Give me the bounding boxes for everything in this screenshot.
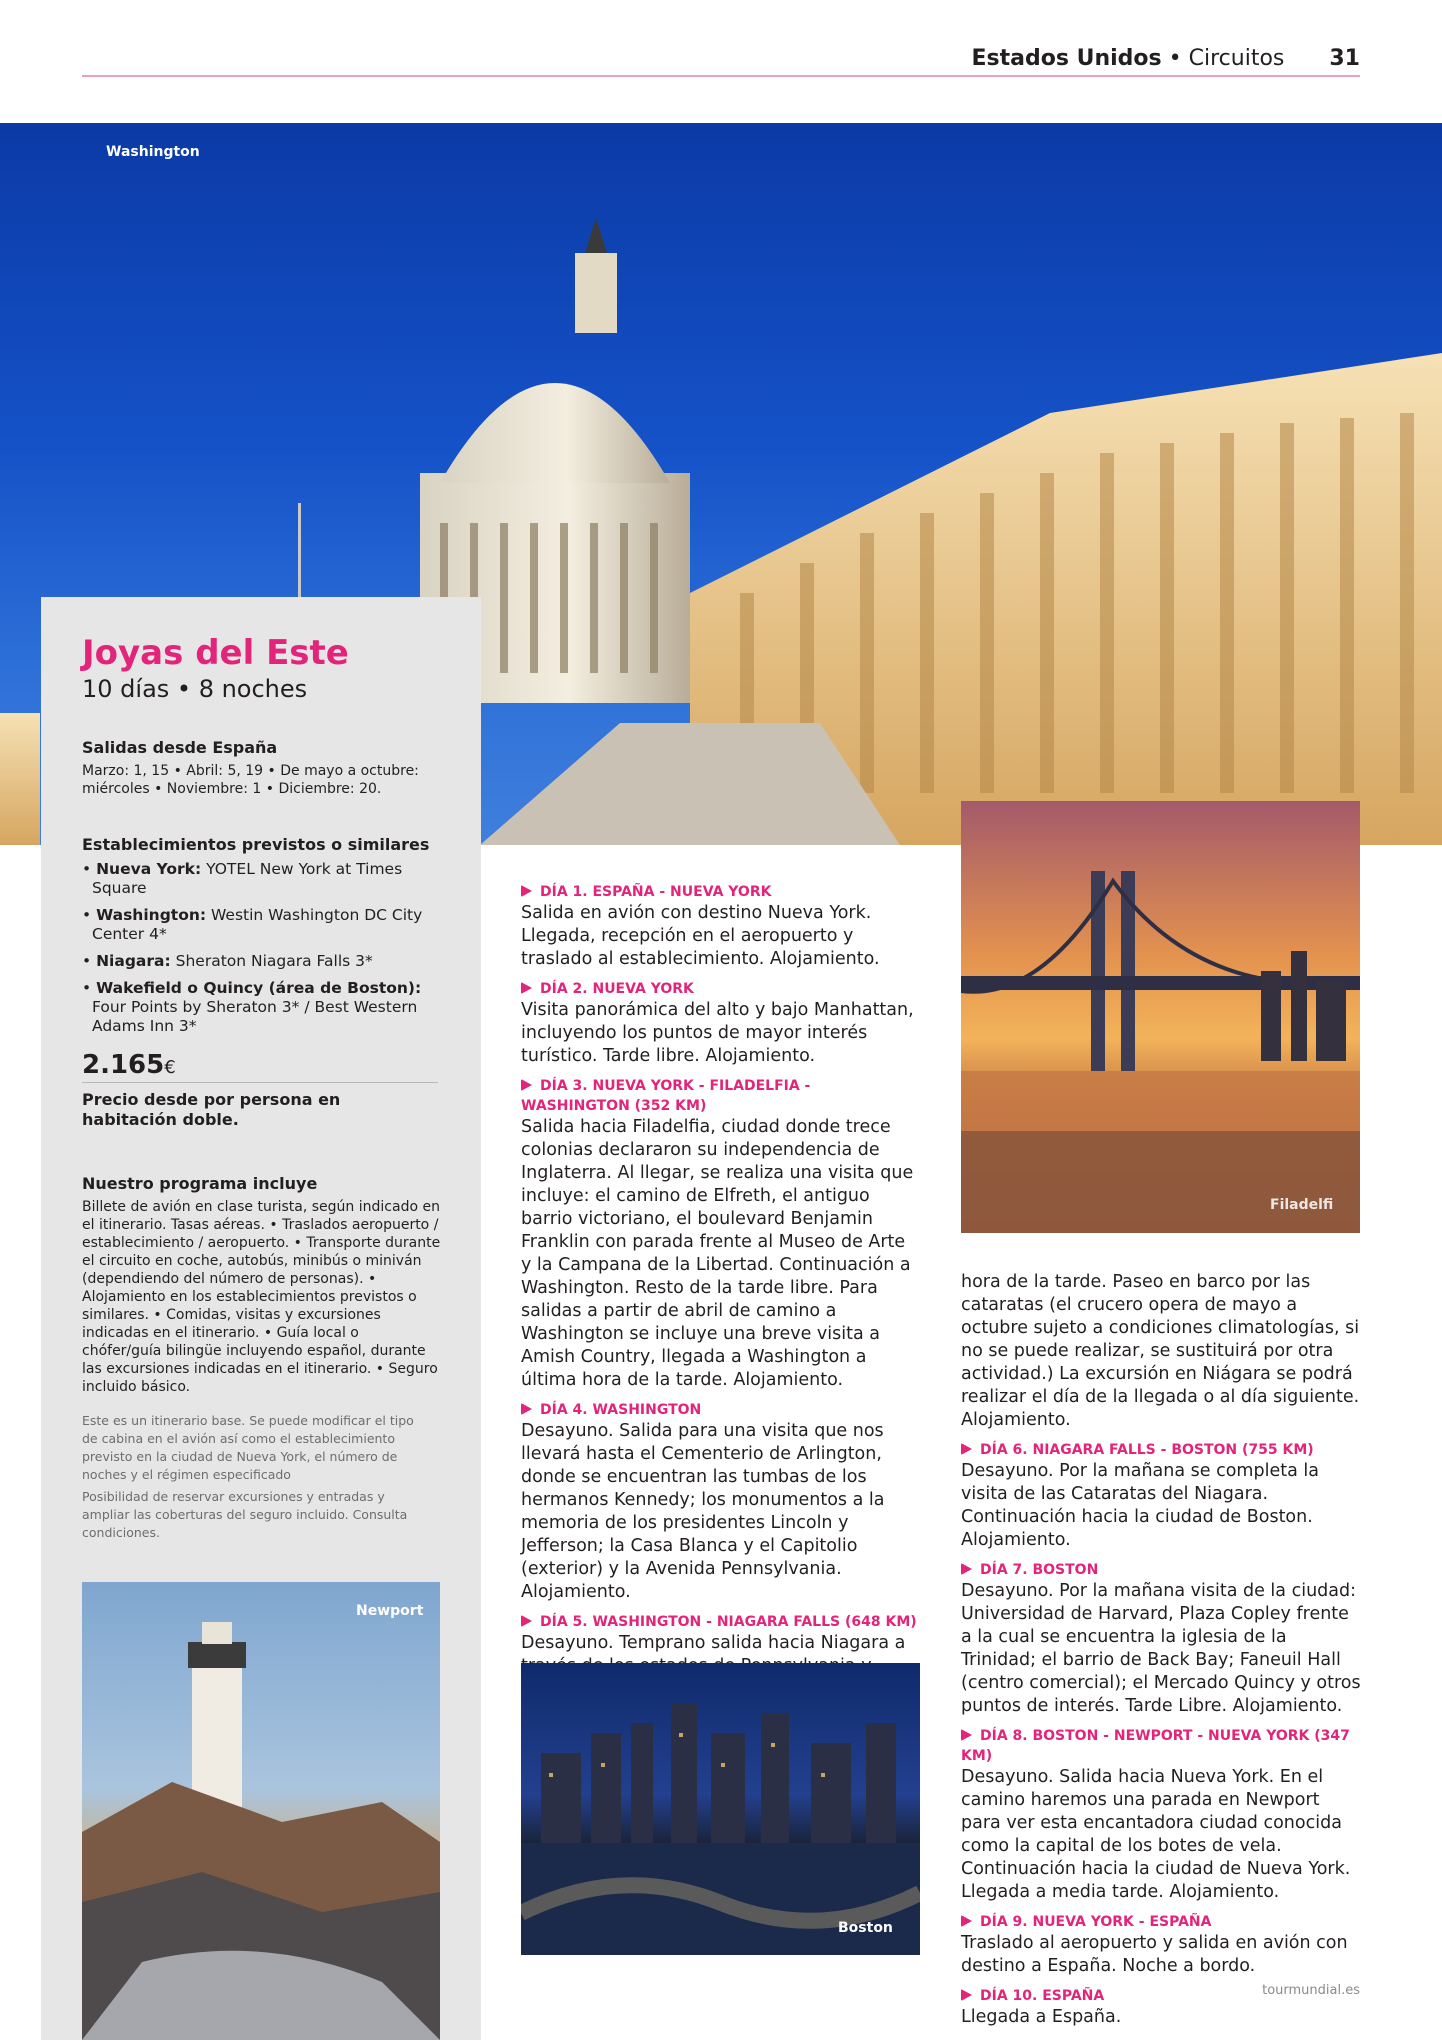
photo-filadelfia	[961, 801, 1360, 1233]
day-heading	[521, 1612, 921, 1632]
trip-title: Joyas del Este	[82, 633, 349, 673]
header-country: Estados Unidos	[971, 46, 1162, 71]
footer-website[interactable]: tourmundial.es	[1262, 1983, 1360, 1998]
day-title: DÍA 9. NUEVA YORK - ESPAÑA	[980, 1914, 1212, 1930]
hotel-item: • Niagara: Sheraton Niagara Falls 3*	[82, 952, 373, 970]
hotel-city: Wakefield o Quincy (área de Boston):	[96, 979, 422, 997]
hotel-item: • Nueva York: YOTEL New York at Times Square	[82, 860, 403, 897]
day-title: DÍA 3. NUEVA YORK - FILADELFIA - WASHINGTON (352 KM)	[521, 1078, 811, 1114]
includes-note-itinerary: Este es un itinerario base. Se puede modificar el tipo de cabina en el avión así como el establecimiento previsto en la ciudad de Nueva York, el número de noches y el régimen especificado	[82, 1413, 414, 1482]
day-text: Visita panorámica del alto y bajo Manhattan, incluyendo los puntos de mayor interés turístico. Tarde libre. Alojamiento.	[521, 1000, 914, 1066]
triangle-icon	[961, 1563, 972, 1575]
day-text: Desayuno. Temprano salida hacia Niagara a	[521, 1633, 906, 1653]
price-currency: €	[164, 1057, 176, 1078]
departures-heading: Salidas desde España	[82, 738, 278, 757]
hotel-name: Westin Washington DC City Center 4*	[92, 906, 423, 943]
price-note: Precio desde por persona en habitación doble.	[82, 1090, 341, 1129]
day-text: Desayuno. Por la mañana visita de la ciudad: Universidad de Harvard, Plaza Copley frente a la cual se encuentra la iglesia de la Trinidad; el barrio de Back Bay; Faneuil Hall (centro comercial); el Mercado Quincy y otros puntos de interés. Tarde Libre. Alojamiento.	[961, 1581, 1361, 1716]
price-value: 2.165	[82, 1050, 165, 1080]
day-title: DÍA 1. ESPAÑA - NUEVA YORK	[540, 884, 772, 900]
hotel-city: Niagara:	[96, 952, 171, 970]
triangle-icon	[521, 885, 532, 897]
price-divider	[82, 1082, 438, 1083]
trip-duration: 10 días • 8 noches	[82, 675, 308, 703]
photo-newport	[82, 1582, 440, 2040]
day-heading	[521, 979, 921, 999]
header-category: • Circuitos	[1168, 46, 1285, 71]
header-divider	[82, 75, 1360, 77]
hotel-name: Four Points by Sheraton 3* / Best Western Adams Inn 3*	[92, 998, 418, 1035]
boston-skyline-illustration	[521, 1663, 920, 1955]
triangle-icon	[521, 1403, 532, 1415]
itinerary-column-1	[521, 874, 921, 1724]
day-text: Traslado al aeropuerto y salida en avión con destino a España. Noche a bordo.	[961, 1933, 1348, 1976]
triangle-icon	[961, 1729, 972, 1741]
day-heading	[521, 882, 921, 902]
day-title: DÍA 6. NIAGARA FALLS - BOSTON (755 KM)	[980, 1442, 1314, 1458]
caption-newport: Newport	[356, 1603, 424, 1619]
hotels-list	[82, 860, 442, 1044]
hotel-city: Nueva York:	[96, 860, 202, 878]
page-header	[82, 46, 1360, 76]
triangle-icon	[521, 1079, 532, 1091]
triangle-icon	[961, 1915, 972, 1927]
triangle-icon	[961, 1443, 972, 1455]
day-title: DÍA 4. WASHINGTON	[540, 1402, 702, 1418]
includes-heading: Nuestro programa incluye	[82, 1174, 318, 1193]
triangle-icon	[961, 1989, 972, 2001]
lighthouse-illustration	[82, 1582, 440, 2040]
day-heading	[961, 1440, 1361, 1460]
day-text: Llegada a España.	[961, 2007, 1122, 2027]
day-title: DÍA 10. ESPAÑA	[980, 1988, 1105, 2004]
day-text: Desayuno. Salida para una visita que nos llevará hasta el Cementerio de Arlington, donde se encuentran las tumbas de los hermanos Kennedy; los monumentos a la memoria de los presidentes Lincoln y Jefferson; la Casa Blanca y el Capitolio (exterior) y la Avenida Pennsylvania. Alojamiento.	[521, 1421, 885, 1602]
photo-boston	[521, 1663, 920, 1955]
hotel-name: Sheraton Niagara Falls 3*	[175, 952, 373, 970]
day-title: DÍA 8. BOSTON - NEWPORT - NUEVA YORK (347 KM)	[961, 1728, 1350, 1764]
hotel-item: • Wakefield o Quincy (área de Boston): Four Points by Sheraton 3* / Best Western Adams Inn 3*	[82, 979, 422, 1035]
triangle-icon	[521, 982, 532, 994]
day-text: Salida en avión con destino Nueva York. Llegada, recepción en el aeropuerto y traslado al establecimiento. Alojamiento.	[521, 903, 880, 969]
day-text-continued: hora de la tarde. Paseo en barco por las cataratas (el crucero opera de mayo a octubre sujeto a condiciones climatologías, si no se puede realizar, se sustituirá por otra actividad.) La excursión en Niágara se podrá realizar el día de la llegada o al día siguiente. Alojamiento.	[961, 1272, 1360, 1430]
day-heading	[961, 1726, 1361, 1766]
day-heading	[521, 1076, 921, 1116]
day-title: DÍA 2. NUEVA YORK	[540, 981, 694, 997]
hotel-name: YOTEL New York at Times Square	[92, 860, 403, 897]
day-text: Salida hacia Filadelfia, ciudad donde trece colonias declararon su independencia de Inglaterra. Al llegar, se realiza una visita que incluye: el camino de Elfreth, el antiguo barrio victoriano, el boulevard Benjamin Franklin con parada frente al Museo de Arte y la Campana de la Libertad. Continuación a Washington. Resto de la tarde libre. Para salidas a partir de abril de camino a Washington se incluye una breve visita a Amish Country, llegada a Washington a última hora de la tarde. Alojamiento.	[521, 1117, 914, 1390]
day-title: DÍA 7. BOSTON	[980, 1562, 1099, 1578]
price-amount	[82, 1050, 176, 1080]
day-title: DÍA 5. WASHINGTON - NIAGARA FALLS (648 KM)	[540, 1614, 917, 1630]
caption-filadelfia: Filadelfi	[1270, 1197, 1334, 1213]
hotel-item: • Washington: Westin Washington DC City Center 4*	[82, 906, 423, 943]
day-heading	[961, 1912, 1361, 1932]
page-number: 31	[1329, 46, 1360, 71]
hotel-city: Washington:	[96, 906, 207, 924]
day-heading	[521, 1400, 921, 1420]
hero-caption: Washington	[106, 144, 200, 160]
bridge-illustration	[961, 801, 1360, 1233]
day-heading	[961, 1560, 1361, 1580]
includes-text: Billete de avión en clase turista, según indicado en el itinerario. Tasas aéreas. • Traslados aeropuerto / establecimiento / aeropuerto. • Transporte durante el circuito en coche, autobús, minibús o miniván (dependiendo del número de personas). • Alojamiento en los establecimientos previstos o similares. • Comidas, visitas y excursiones indicadas en el itinerario. • Guía local o chófer/guía bilingüe incluyendo español, durante las excursiones indicadas en el itinerario. • Seguro incluido básico.	[82, 1199, 441, 1395]
includes-note-extras: Posibilidad de reservar excursiones y entradas y ampliar las coberturas del seguro incluido. Consulta condiciones.	[82, 1489, 408, 1540]
triangle-icon	[521, 1615, 532, 1627]
departures-text: Marzo: 1, 15 • Abril: 5, 19 • De mayo a octubre: miércoles • Noviembre: 1 • Diciembre: 20.	[82, 763, 419, 797]
day-text: Desayuno. Por la mañana se completa la visita de las Cataratas del Niagara. Continuación hacia la ciudad de Boston. Alojamiento.	[961, 1461, 1319, 1550]
header-section	[972, 46, 1360, 71]
itinerary-column-2	[961, 1271, 1361, 2029]
day-text: Desayuno. Salida hacia Nueva York. En el camino haremos una parada en Newport para ver esta encantadora ciudad conocida como la capital de los botes de vela. Continuación hacia la ciudad de Nueva York. Llegada a media tarde. Alojamiento.	[961, 1767, 1351, 1902]
caption-boston: Boston	[838, 1920, 893, 1936]
hotels-heading: Establecimientos previstos o similares	[82, 835, 430, 854]
